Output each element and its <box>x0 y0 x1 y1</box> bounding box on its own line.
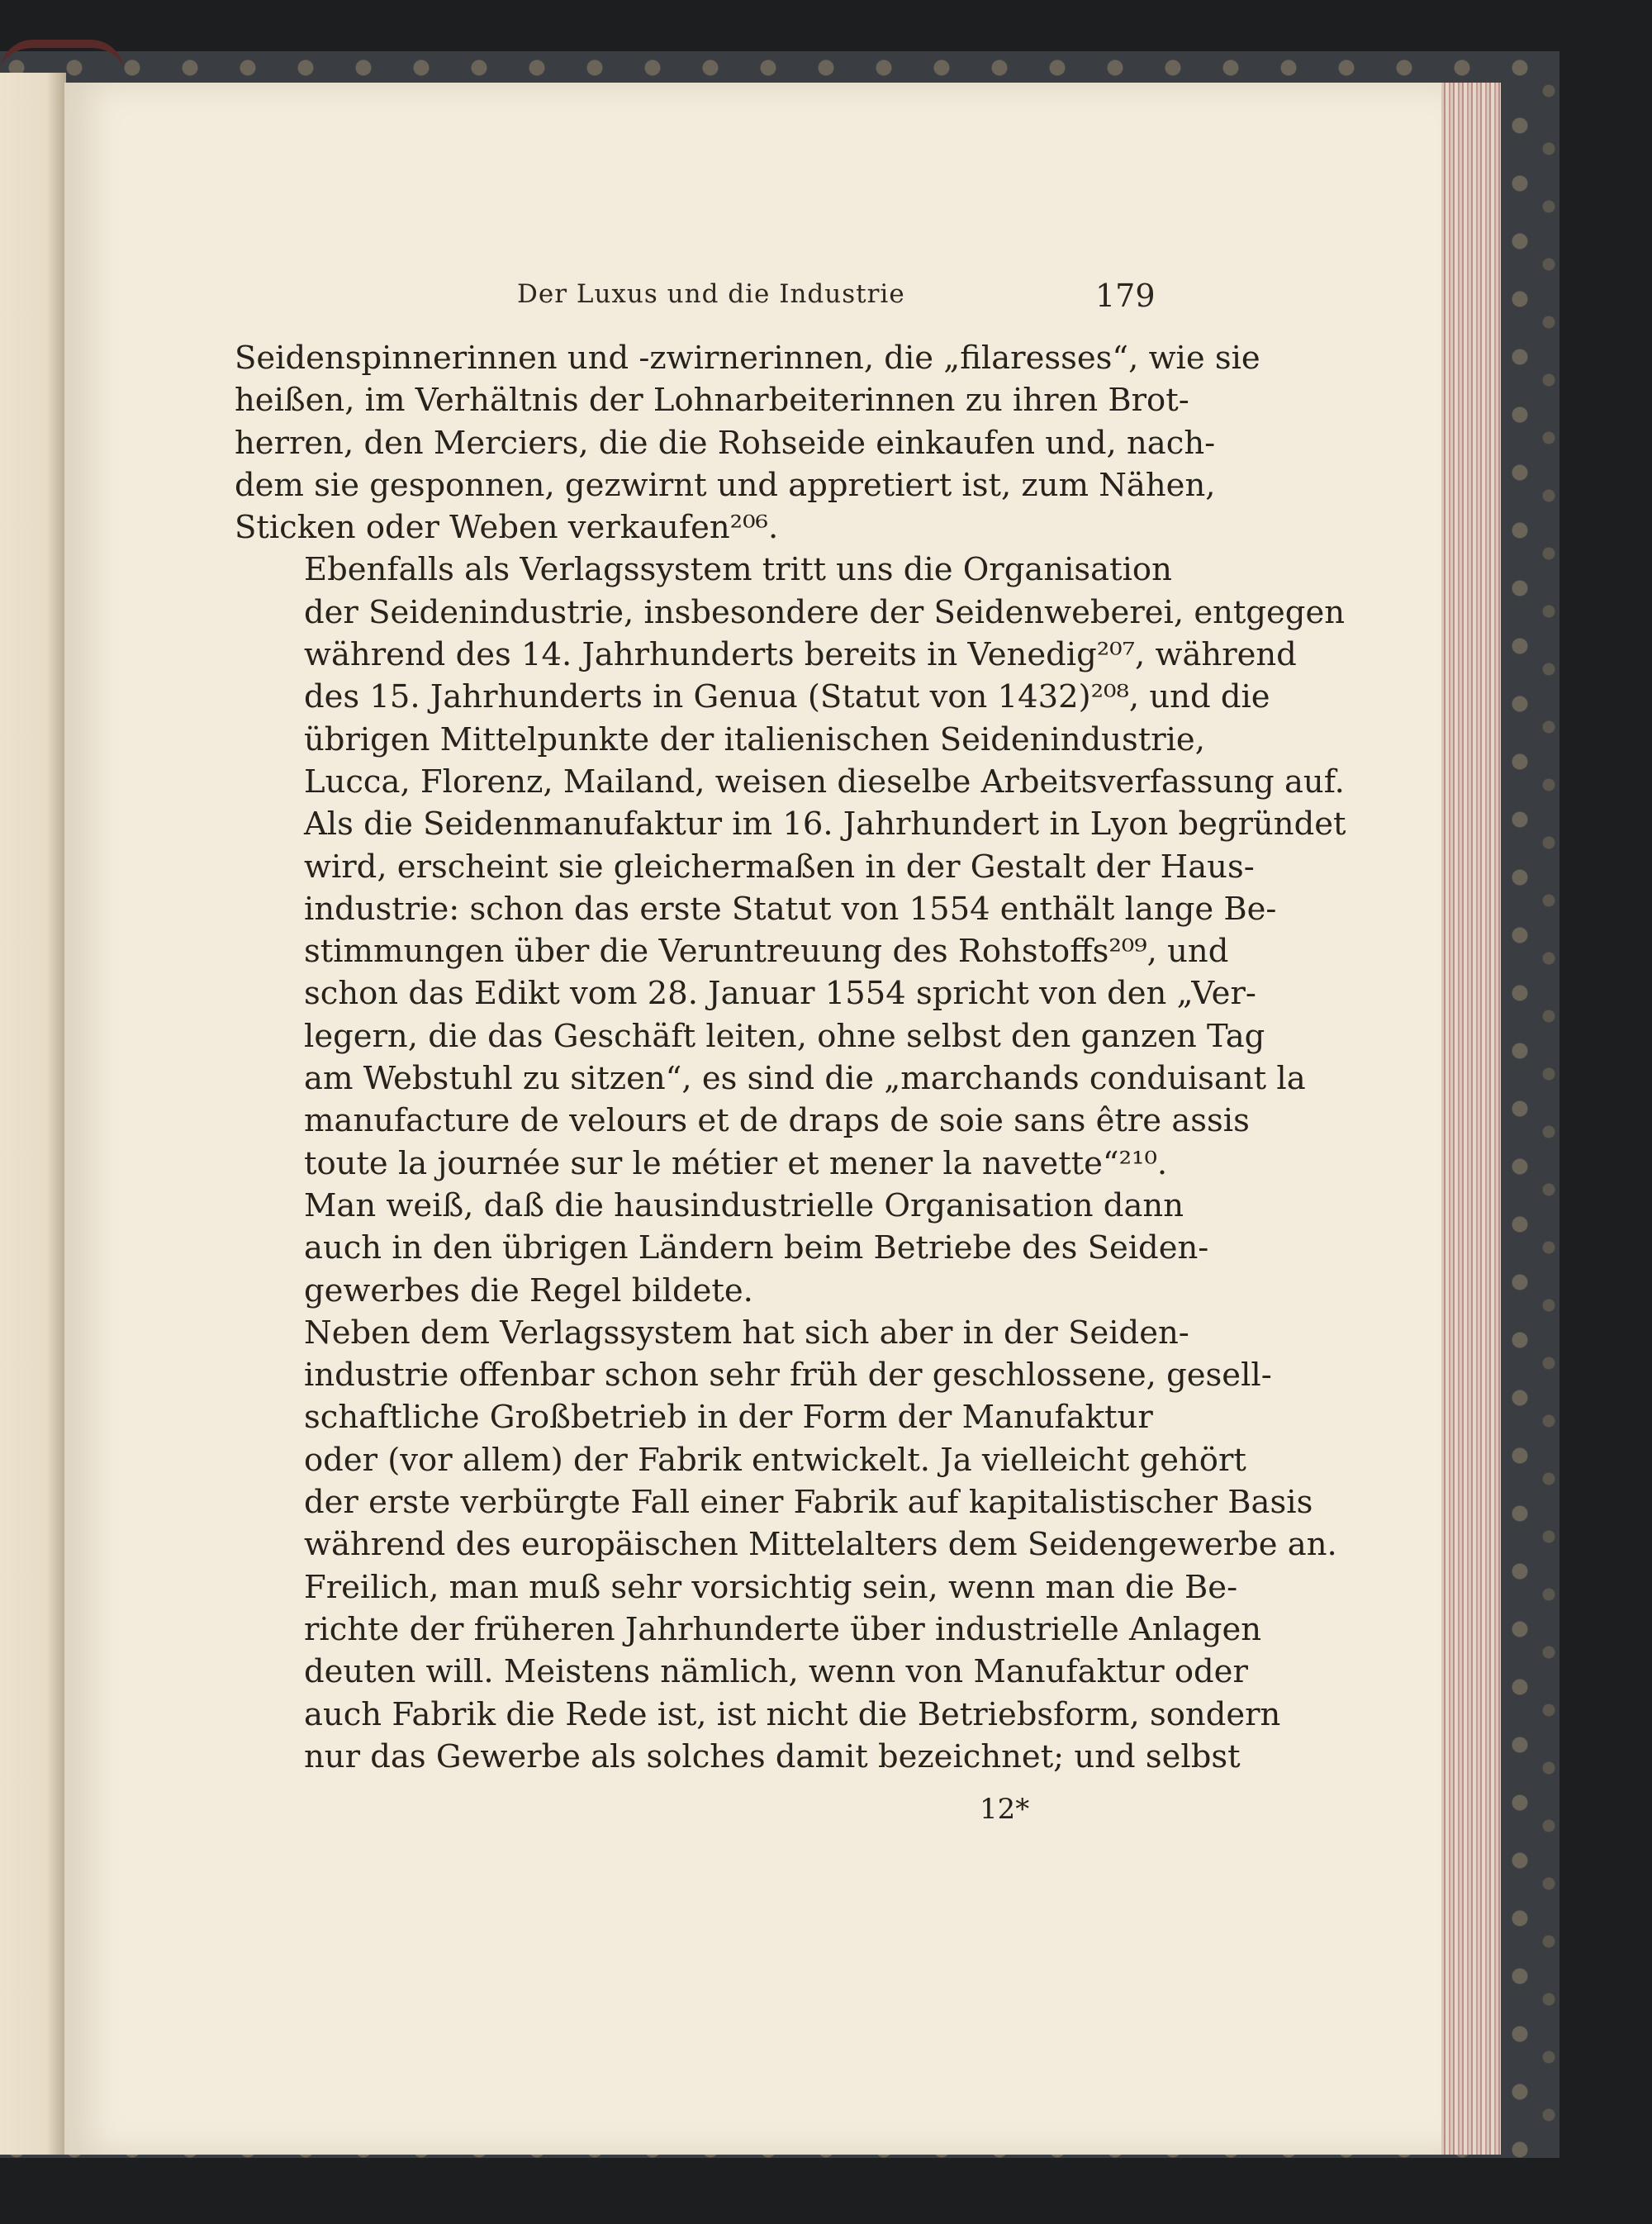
text-line: Ebenfalls als Verlagssystem tritt uns die Organisation <box>304 551 1172 589</box>
text-line: auch Fabrik die Rede ist, ist nicht die Betriebsform, sondern <box>304 1695 1281 1733</box>
text-line: des 15. Jahrhunderts in Genua (Statut von 1432)²⁰⁸, und die <box>304 678 1270 716</box>
left-page-edge <box>0 73 66 2155</box>
text-line: der Seidenindustrie, insbesondere der Seidenweberei, entgegen <box>304 593 1346 631</box>
text-line: toute la journée sur le métier et mener la navette“²¹⁰. <box>304 1144 1168 1182</box>
text-line: herren, den Merciers, die die Rohseide einkaufen und, nach- <box>235 424 1216 462</box>
text-line: Man weiß, daß die hausindustrielle Organisation dann <box>304 1186 1184 1224</box>
text-line: Freilich, man muß sehr vorsichtig sein, wenn man die Be- <box>304 1568 1238 1606</box>
page-number: 179 <box>1095 278 1156 314</box>
text-line: übrigen Mittelpunkte der italienischen Seidenindustrie, <box>304 720 1205 758</box>
bookmark-ribbon <box>0 40 124 73</box>
running-title: Der Luxus und die Industrie <box>517 279 905 309</box>
text-line: Als die Seidenmanufaktur im 16. Jahrhundert in Lyon begründet <box>304 805 1346 844</box>
text-line: deuten will. Meistens nämlich, wenn von Manufaktur oder <box>304 1653 1248 1691</box>
text-line: stimmungen über die Veruntreuung des Rohstoffs²⁰⁹, und <box>304 933 1229 971</box>
text-line: richte der früheren Jahrhunderte über industrielle Anlagen <box>304 1610 1262 1648</box>
text-line: auch in den übrigen Ländern beim Betriebe des Seiden- <box>304 1229 1209 1267</box>
text-line: während des europäischen Mittelalters dem Seidengewerbe an. <box>304 1526 1337 1564</box>
text-line: Lucca, Florenz, Mailand, weisen dieselbe Arbeitsverfassung auf. <box>304 763 1345 801</box>
text-line: Seidenspinnerinnen und -zwirnerinnen, die „filaresses“, wie sie <box>235 340 1260 377</box>
text-line: heißen, im Verhältnis der Lohnarbeiterinnen zu ihren Brot- <box>235 382 1189 420</box>
text-line: Neben dem Verlagssystem hat sich aber in der Seiden- <box>304 1314 1189 1352</box>
text-line: nur das Gewerbe als solches damit bezeichnet; und selbst <box>304 1737 1241 1775</box>
text-line: industrie offenbar schon sehr früh der geschlossene, gesell- <box>304 1357 1272 1395</box>
text-line: manufacture de velours et de draps de soie sans être assis <box>304 1102 1250 1140</box>
body-text <box>235 337 1346 1778</box>
text-line: gewerbes die Regel bildete. <box>304 1271 753 1309</box>
text-line: wird, erscheint sie gleichermaßen in der Gestalt der Haus- <box>304 848 1255 886</box>
paragraph <box>235 1312 1337 1778</box>
paragraph <box>235 1185 1209 1312</box>
text-line: schon das Edikt vom 28. Januar 1554 spricht von den „Ver- <box>304 975 1256 1013</box>
text-line: schaftliche Großbetrieb in der Form der Manufaktur <box>304 1399 1153 1437</box>
text-line: am Webstuhl zu sitzen“, es sind die „marchands conduisant la <box>304 1060 1306 1098</box>
text-line: oder (vor allem) der Fabrik entwickelt. Ja vielleicht gehört <box>304 1441 1246 1479</box>
text-line: legern, die das Geschäft leiten, ohne selbst den ganzen Tag <box>304 1017 1265 1055</box>
page-edges <box>1441 83 1501 2155</box>
paragraph <box>235 549 1346 1184</box>
text-line: der erste verbürgte Fall einer Fabrik auf kapitalistischer Basis <box>304 1484 1313 1522</box>
text-line: dem sie gesponnen, gezwirnt und appretiert ist, zum Nähen, <box>235 466 1216 504</box>
text-line: während des 14. Jahrhunderts bereits in Venedig²⁰⁷, während <box>304 636 1297 674</box>
signature-mark: 12* <box>980 1793 1030 1826</box>
text-line: industrie: schon das erste Statut von 1554 enthält lange Be- <box>304 890 1277 928</box>
paragraph <box>235 337 1260 549</box>
text-line: Sticken oder Weben verkaufen²⁰⁶. <box>235 509 779 547</box>
